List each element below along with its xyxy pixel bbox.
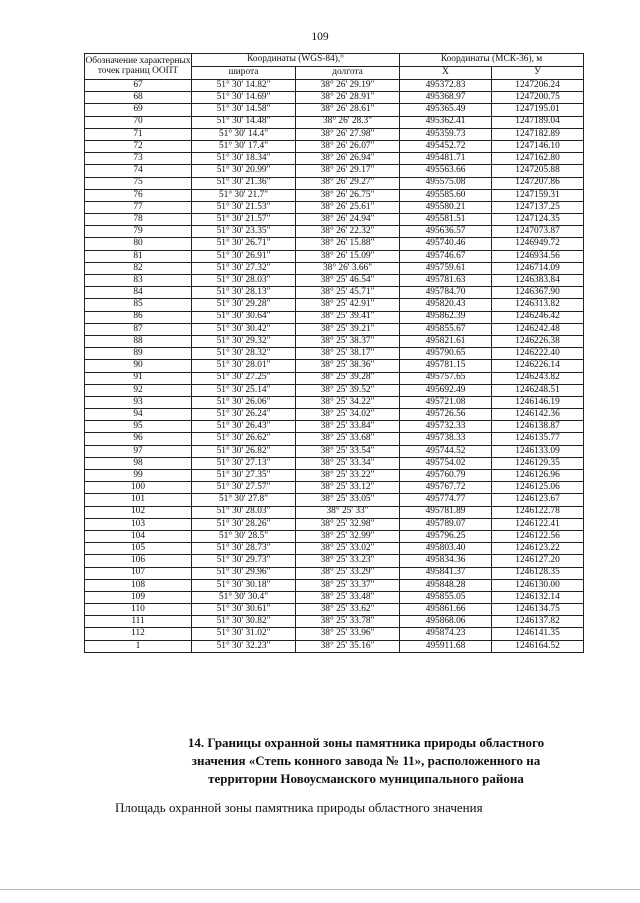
longitude-cell: 38° 25' 33.96": [296, 628, 400, 640]
longitude-cell: 38° 26' 26.94": [296, 153, 400, 165]
x-cell: 495692.49: [400, 384, 492, 396]
table-row: [85, 311, 584, 323]
section-heading-line: 14. Границы охранной зоны памятника природы областного: [187, 735, 545, 750]
x-cell: 495359.73: [400, 128, 492, 140]
longitude-cell: 38° 25' 33.12": [296, 482, 400, 494]
section-heading-line: значения «Степь конного завода № 11», расположенного на: [191, 753, 541, 769]
latitude-cell: 51° 30' 26.06": [192, 396, 296, 408]
point-number-cell: 80: [85, 238, 192, 250]
y-cell: 1246226.14: [492, 360, 584, 372]
longitude-cell: 38° 26' 27.98": [296, 128, 400, 140]
point-number-cell: 70: [85, 116, 192, 128]
table-row: [85, 445, 584, 457]
table-row: [85, 153, 584, 165]
point-number-cell: 82: [85, 262, 192, 274]
y-cell: 1246222.40: [492, 348, 584, 360]
x-cell: 495855.67: [400, 323, 492, 335]
point-number-cell: 84: [85, 287, 192, 299]
y-cell: 1247195.01: [492, 104, 584, 116]
latitude-cell: 51° 30' 28.03": [192, 506, 296, 518]
y-cell: 1246367.90: [492, 287, 584, 299]
x-cell: 495746.67: [400, 250, 492, 262]
x-cell: 495452.72: [400, 140, 492, 152]
point-number-cell: 87: [85, 323, 192, 335]
point-number-cell: 100: [85, 482, 192, 494]
table-row: [85, 384, 584, 396]
x-cell: 495636.57: [400, 226, 492, 238]
point-number-cell: 111: [85, 616, 192, 628]
latitude-cell: 51° 30' 20.99": [192, 165, 296, 177]
header-designation: Обозначение характерных точек границ ООПТ: [85, 54, 192, 80]
latitude-cell: 51° 30' 28.01": [192, 360, 296, 372]
point-number-cell: 92: [85, 384, 192, 396]
table-row: [85, 287, 584, 299]
point-number-cell: 73: [85, 153, 192, 165]
longitude-cell: 38° 25' 33.29": [296, 567, 400, 579]
table-row: [85, 275, 584, 287]
longitude-cell: 38° 25' 34.02": [296, 409, 400, 421]
point-number-cell: 76: [85, 189, 192, 201]
latitude-cell: 51° 30' 31.02": [192, 628, 296, 640]
y-cell: 1247200.75: [492, 92, 584, 104]
table-row: [85, 226, 584, 238]
x-cell: 495563.66: [400, 165, 492, 177]
latitude-cell: 51° 30' 28.5": [192, 530, 296, 542]
latitude-cell: 51° 30' 29.28": [192, 299, 296, 311]
latitude-cell: 51° 30' 30.42": [192, 323, 296, 335]
latitude-cell: 51° 30' 21.36": [192, 177, 296, 189]
latitude-cell: 51° 30' 26.82": [192, 445, 296, 457]
y-cell: 1247182.89: [492, 128, 584, 140]
longitude-cell: 38° 26' 29.17": [296, 165, 400, 177]
table-row: [85, 238, 584, 250]
table-row: [85, 372, 584, 384]
y-cell: 1246141.35: [492, 628, 584, 640]
latitude-cell: 51° 30' 28.03": [192, 275, 296, 287]
latitude-cell: 51° 30' 26.71": [192, 238, 296, 250]
point-number-cell: 110: [85, 604, 192, 616]
longitude-cell: 38° 25' 39.41": [296, 311, 400, 323]
y-cell: 1246134.75: [492, 604, 584, 616]
point-number-cell: 98: [85, 457, 192, 469]
y-cell: 1246226.38: [492, 335, 584, 347]
table-row: [85, 128, 584, 140]
latitude-cell: 51° 30' 17.4": [192, 140, 296, 152]
x-cell: 495365.49: [400, 104, 492, 116]
header-msk36: Координаты (МСК-36), м: [400, 54, 584, 67]
x-cell: 495738.33: [400, 433, 492, 445]
longitude-cell: 38° 26' 26.75": [296, 189, 400, 201]
latitude-cell: 51° 30' 29.96": [192, 567, 296, 579]
table-row: [85, 506, 584, 518]
table-row: [85, 616, 584, 628]
x-cell: 495580.21: [400, 201, 492, 213]
point-number-cell: 67: [85, 80, 192, 92]
table-row: [85, 409, 584, 421]
longitude-cell: 38° 26' 25.61": [296, 201, 400, 213]
latitude-cell: 51° 30' 21.57": [192, 214, 296, 226]
longitude-cell: 38° 25' 33.54": [296, 445, 400, 457]
table-row: [85, 299, 584, 311]
y-cell: 1246127.20: [492, 555, 584, 567]
longitude-cell: 38° 25' 33.78": [296, 616, 400, 628]
x-cell: 495803.40: [400, 543, 492, 555]
table-row: [85, 470, 584, 482]
point-number-cell: 85: [85, 299, 192, 311]
latitude-cell: 51° 30' 28.13": [192, 287, 296, 299]
table-row: [85, 177, 584, 189]
longitude-cell: 38° 25' 32.98": [296, 518, 400, 530]
y-cell: 1246132.14: [492, 591, 584, 603]
point-number-cell: 108: [85, 579, 192, 591]
point-number-cell: 88: [85, 335, 192, 347]
longitude-cell: 38° 26' 15.88": [296, 238, 400, 250]
latitude-cell: 51° 30' 18.34": [192, 153, 296, 165]
table-row: [85, 482, 584, 494]
longitude-cell: 38° 25' 33": [296, 506, 400, 518]
x-cell: 495767.72: [400, 482, 492, 494]
point-number-cell: 95: [85, 421, 192, 433]
x-cell: 495911.68: [400, 640, 492, 652]
longitude-cell: 38° 25' 33.62": [296, 604, 400, 616]
point-number-cell: 109: [85, 591, 192, 603]
longitude-cell: 38° 25' 38.36": [296, 360, 400, 372]
x-cell: 495581.51: [400, 214, 492, 226]
y-cell: 1246130.00: [492, 579, 584, 591]
point-number-cell: 102: [85, 506, 192, 518]
x-cell: 495732.33: [400, 421, 492, 433]
y-cell: 1247073.87: [492, 226, 584, 238]
y-cell: 1246122.56: [492, 530, 584, 542]
longitude-cell: 38° 26' 24.94": [296, 214, 400, 226]
x-cell: 495781.63: [400, 275, 492, 287]
table-body: [85, 80, 584, 653]
x-cell: 495368.97: [400, 92, 492, 104]
y-cell: 1246129.35: [492, 457, 584, 469]
latitude-cell: 51° 30' 27.25": [192, 372, 296, 384]
y-cell: 1246243.82: [492, 372, 584, 384]
latitude-cell: 51° 30' 14.4": [192, 128, 296, 140]
table-row: [85, 104, 584, 116]
longitude-cell: 38° 25' 45.71": [296, 287, 400, 299]
x-cell: 495790.65: [400, 348, 492, 360]
section-heading: [150, 734, 582, 789]
table-row: [85, 591, 584, 603]
x-cell: 495774.77: [400, 494, 492, 506]
latitude-cell: 51° 30' 26.62": [192, 433, 296, 445]
x-cell: 495841.37: [400, 567, 492, 579]
y-cell: 1246949.72: [492, 238, 584, 250]
latitude-cell: 51° 30' 26.24": [192, 409, 296, 421]
point-number-cell: 112: [85, 628, 192, 640]
longitude-cell: 38° 26' 28.3": [296, 116, 400, 128]
point-number-cell: 78: [85, 214, 192, 226]
point-number-cell: 71: [85, 128, 192, 140]
table-row: [85, 250, 584, 262]
y-cell: 1247206.24: [492, 80, 584, 92]
table-row: [85, 80, 584, 92]
x-cell: 495744.52: [400, 445, 492, 457]
y-cell: 1246164.52: [492, 640, 584, 652]
y-cell: 1246123.22: [492, 543, 584, 555]
latitude-cell: 51° 30' 14.82": [192, 80, 296, 92]
table-row: [85, 518, 584, 530]
table-row: [85, 214, 584, 226]
table-row: [85, 262, 584, 274]
x-cell: 495789.07: [400, 518, 492, 530]
section-heading-line: территории Новоусманского муниципального района: [208, 771, 524, 787]
body-paragraph: Площадь охранной зоны памятника природы областного значения: [115, 800, 483, 815]
table-row: [85, 116, 584, 128]
x-cell: 495820.43: [400, 299, 492, 311]
y-cell: 1246126.96: [492, 470, 584, 482]
y-cell: 1247162.80: [492, 153, 584, 165]
x-cell: 495796.25: [400, 530, 492, 542]
table-row: [85, 567, 584, 579]
y-cell: 1246138.87: [492, 421, 584, 433]
latitude-cell: 51° 30' 30.64": [192, 311, 296, 323]
header-longitude: долгота: [296, 67, 400, 80]
y-cell: 1247207.86: [492, 177, 584, 189]
longitude-cell: 38° 26' 29.19": [296, 80, 400, 92]
point-number-cell: 75: [85, 177, 192, 189]
x-cell: 495784.70: [400, 287, 492, 299]
point-number-cell: 89: [85, 348, 192, 360]
table-row: [85, 628, 584, 640]
point-number-cell: 69: [85, 104, 192, 116]
x-cell: 495868.06: [400, 616, 492, 628]
y-cell: 1246122.41: [492, 518, 584, 530]
point-number-cell: 104: [85, 530, 192, 542]
table-row: [85, 543, 584, 555]
latitude-cell: 51° 30' 26.91": [192, 250, 296, 262]
x-cell: 495781.89: [400, 506, 492, 518]
y-cell: 1246242.48: [492, 323, 584, 335]
x-cell: 495862.39: [400, 311, 492, 323]
table-row: [85, 189, 584, 201]
y-cell: 1246146.19: [492, 396, 584, 408]
table-row: [85, 421, 584, 433]
x-cell: 495362.41: [400, 116, 492, 128]
x-cell: 495848.28: [400, 579, 492, 591]
longitude-cell: 38° 25' 39.21": [296, 323, 400, 335]
longitude-cell: 38° 25' 38.37": [296, 335, 400, 347]
x-cell: 495874.23: [400, 628, 492, 640]
latitude-cell: 51° 30' 14.48": [192, 116, 296, 128]
table-row: [85, 604, 584, 616]
longitude-cell: 38° 25' 33.37": [296, 579, 400, 591]
table-row: [85, 530, 584, 542]
y-cell: 1246248.51: [492, 384, 584, 396]
x-cell: 495372.83: [400, 80, 492, 92]
longitude-cell: 38° 25' 42.91": [296, 299, 400, 311]
latitude-cell: 51° 30' 29.73": [192, 555, 296, 567]
y-cell: 1246128.35: [492, 567, 584, 579]
point-number-cell: 1: [85, 640, 192, 652]
point-number-cell: 79: [85, 226, 192, 238]
point-number-cell: 96: [85, 433, 192, 445]
point-number-cell: 77: [85, 201, 192, 213]
latitude-cell: 51° 30' 23.35": [192, 226, 296, 238]
longitude-cell: 38° 25' 33.02": [296, 543, 400, 555]
x-cell: 495481.71: [400, 153, 492, 165]
longitude-cell: 38° 25' 39.52": [296, 384, 400, 396]
y-cell: 1246123.67: [492, 494, 584, 506]
x-cell: 495721.08: [400, 396, 492, 408]
table-row: [85, 640, 584, 652]
y-cell: 1246135.77: [492, 433, 584, 445]
y-cell: 1246122.78: [492, 506, 584, 518]
page-bottom-rule: [0, 889, 640, 890]
page-number: 109: [311, 31, 329, 43]
latitude-cell: 51° 30' 27.13": [192, 457, 296, 469]
latitude-cell: 51° 30' 28.73": [192, 543, 296, 555]
y-cell: 1246133.09: [492, 445, 584, 457]
latitude-cell: 51° 30' 14.58": [192, 104, 296, 116]
longitude-cell: 38° 26' 15.09": [296, 250, 400, 262]
longitude-cell: 38° 25' 33.48": [296, 591, 400, 603]
longitude-cell: 38° 25' 33.22": [296, 470, 400, 482]
point-number-cell: 86: [85, 311, 192, 323]
table-row: [85, 323, 584, 335]
longitude-cell: 38° 25' 35.16": [296, 640, 400, 652]
latitude-cell: 51° 30' 25.14": [192, 384, 296, 396]
x-cell: 495861.66: [400, 604, 492, 616]
table-row: [85, 165, 584, 177]
point-number-cell: 81: [85, 250, 192, 262]
table-row: [85, 457, 584, 469]
point-number-cell: 93: [85, 396, 192, 408]
longitude-cell: 38° 25' 33.84": [296, 421, 400, 433]
y-cell: 1247189.04: [492, 116, 584, 128]
x-cell: 495726.56: [400, 409, 492, 421]
x-cell: 495759.61: [400, 262, 492, 274]
point-number-cell: 105: [85, 543, 192, 555]
table-row: [85, 335, 584, 347]
latitude-cell: 51° 30' 21.53": [192, 201, 296, 213]
longitude-cell: 38° 26' 26.07": [296, 140, 400, 152]
longitude-cell: 38° 25' 46.54": [296, 275, 400, 287]
longitude-cell: 38° 26' 22.32": [296, 226, 400, 238]
longitude-cell: 38° 26' 29.27": [296, 177, 400, 189]
latitude-cell: 51° 30' 21.7": [192, 189, 296, 201]
point-number-cell: 97: [85, 445, 192, 457]
x-cell: 495585.60: [400, 189, 492, 201]
y-cell: 1247205.88: [492, 165, 584, 177]
y-cell: 1247146.10: [492, 140, 584, 152]
latitude-cell: 51° 30' 26.43": [192, 421, 296, 433]
table-row: [85, 396, 584, 408]
point-number-cell: 103: [85, 518, 192, 530]
point-number-cell: 83: [85, 275, 192, 287]
longitude-cell: 38° 26' 28.91": [296, 92, 400, 104]
longitude-cell: 38° 25' 33.05": [296, 494, 400, 506]
x-cell: 495781.15: [400, 360, 492, 372]
table-row: [85, 140, 584, 152]
y-cell: 1246246.42: [492, 311, 584, 323]
header-y: У: [492, 67, 584, 80]
point-number-cell: 107: [85, 567, 192, 579]
point-number-cell: 72: [85, 140, 192, 152]
y-cell: 1246934.56: [492, 250, 584, 262]
y-cell: 1246383.84: [492, 275, 584, 287]
latitude-cell: 51° 30' 30.4": [192, 591, 296, 603]
x-cell: 495757.65: [400, 372, 492, 384]
latitude-cell: 51° 30' 30.61": [192, 604, 296, 616]
table-row: [85, 433, 584, 445]
header-latitude: широта: [192, 67, 296, 80]
y-cell: 1247137.25: [492, 201, 584, 213]
latitude-cell: 51° 30' 32.23": [192, 640, 296, 652]
y-cell: 1246714.09: [492, 262, 584, 274]
y-cell: 1246125.06: [492, 482, 584, 494]
table-row: [85, 201, 584, 213]
x-cell: 495821.61: [400, 335, 492, 347]
y-cell: 1247159.31: [492, 189, 584, 201]
latitude-cell: 51° 30' 27.57": [192, 482, 296, 494]
coordinates-table: [84, 53, 584, 653]
header-x: X: [400, 67, 492, 80]
header-wgs84: Координаты (WGS-84),°: [192, 54, 400, 67]
latitude-cell: 51° 30' 30.18": [192, 579, 296, 591]
longitude-cell: 38° 26' 28.61": [296, 104, 400, 116]
latitude-cell: 51° 30' 29.32": [192, 335, 296, 347]
point-number-cell: 68: [85, 92, 192, 104]
table-header: [85, 54, 584, 80]
y-cell: 1246142.36: [492, 409, 584, 421]
x-cell: 495754.02: [400, 457, 492, 469]
table-row: [85, 555, 584, 567]
longitude-cell: 38° 26' 3.66": [296, 262, 400, 274]
longitude-cell: 38° 25' 34.22": [296, 396, 400, 408]
longitude-cell: 38° 25' 38.17": [296, 348, 400, 360]
table-row: [85, 494, 584, 506]
latitude-cell: 51° 30' 27.8": [192, 494, 296, 506]
longitude-cell: 38° 25' 33.68": [296, 433, 400, 445]
point-number-cell: 90: [85, 360, 192, 372]
latitude-cell: 51° 30' 27.35": [192, 470, 296, 482]
point-number-cell: 94: [85, 409, 192, 421]
table-row: [85, 579, 584, 591]
y-cell: 1246313.82: [492, 299, 584, 311]
longitude-cell: 38° 25' 32.99": [296, 530, 400, 542]
latitude-cell: 51° 30' 27.32": [192, 262, 296, 274]
table-row: [85, 348, 584, 360]
point-number-cell: 106: [85, 555, 192, 567]
point-number-cell: 99: [85, 470, 192, 482]
longitude-cell: 38° 25' 33.34": [296, 457, 400, 469]
point-number-cell: 101: [85, 494, 192, 506]
x-cell: 495855.05: [400, 591, 492, 603]
point-number-cell: 74: [85, 165, 192, 177]
latitude-cell: 51° 30' 30.82": [192, 616, 296, 628]
longitude-cell: 38° 25' 39.28": [296, 372, 400, 384]
x-cell: 495740.46: [400, 238, 492, 250]
longitude-cell: 38° 25' 33.23": [296, 555, 400, 567]
point-number-cell: 91: [85, 372, 192, 384]
latitude-cell: 51° 30' 28.32": [192, 348, 296, 360]
x-cell: 495575.08: [400, 177, 492, 189]
table-row: [85, 360, 584, 372]
table-row: [85, 92, 584, 104]
latitude-cell: 51° 30' 28.26": [192, 518, 296, 530]
y-cell: 1246137.82: [492, 616, 584, 628]
y-cell: 1247124.35: [492, 214, 584, 226]
latitude-cell: 51° 30' 14.69": [192, 92, 296, 104]
x-cell: 495760.79: [400, 470, 492, 482]
x-cell: 495834.36: [400, 555, 492, 567]
